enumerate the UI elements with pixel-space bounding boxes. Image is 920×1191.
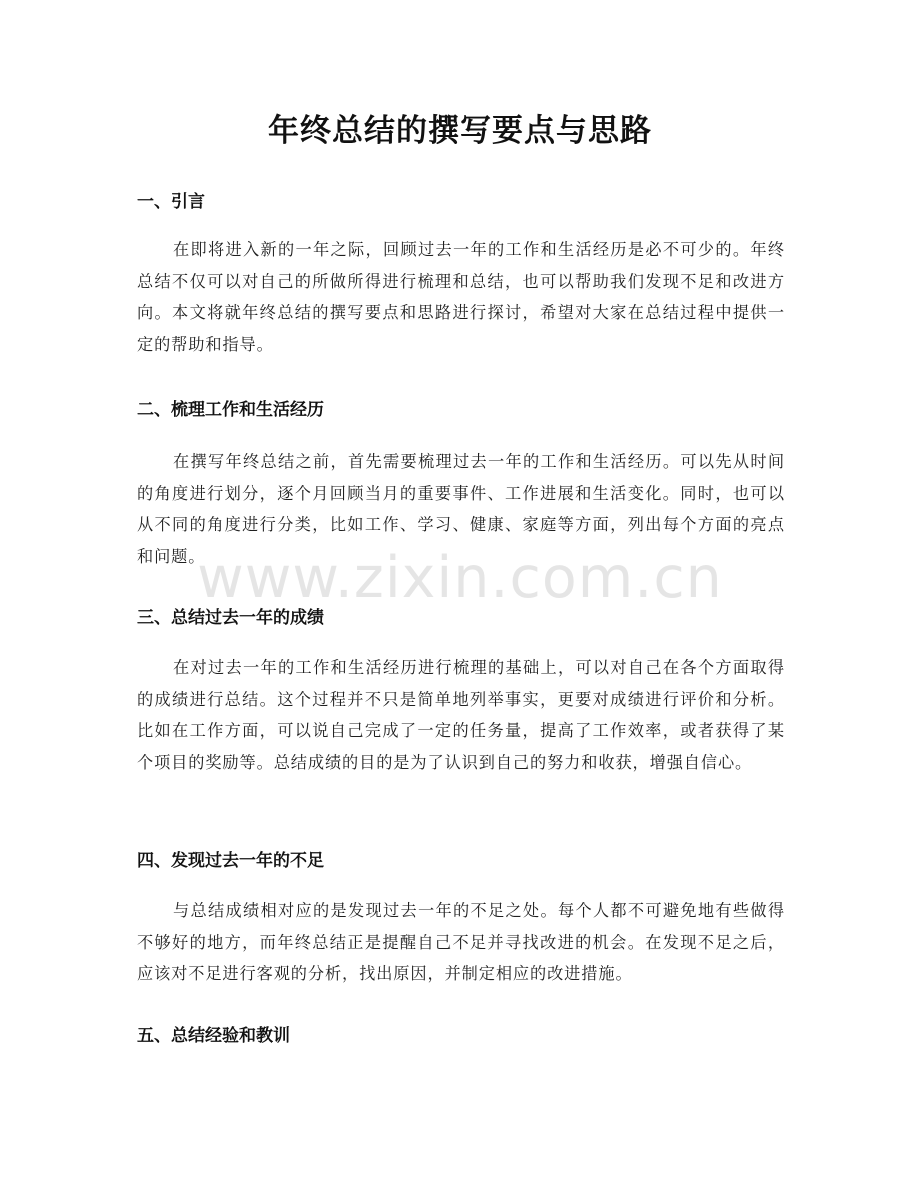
section-heading-shortcomings: 四、发现过去一年的不足 — [137, 851, 324, 871]
watermark: www.zixin.com.cn — [197, 545, 723, 611]
section-paragraph-achievements: 在对过去一年的工作和生活经历进行梳理的基础上，可以对自己在各个方面取得的成绩进行总结。这个过程并不只是简单地列举事实，更要对成绩进行评价和分析。比如在工作方面，可以说自己完成了一定的任务量，提高了工作效率，或者获得了某个项目的奖励等。总结成绩的目的是为了认识到自己的努力和收获，增强自信心。 — [137, 658, 785, 772]
section-heading-introduction: 一、引言 — [137, 192, 205, 212]
document-title: 年终总结的撰写要点与思路 — [268, 113, 652, 149]
section-heading-review-experience: 二、梳理工作和生活经历 — [137, 400, 324, 420]
section-paragraph-shortcomings: 与总结成绩相对应的是发现过去一年的不足之处。每个人都不可避免地有些做得不够好的地方，而年终总结正是提醒自己不足并寻找改进的机会。在发现不足之后，应该对不足进行客观的分析，找出原因，并制定相应的改进措施。 — [137, 901, 785, 983]
section-heading-lessons: 五、总结经验和教训 — [137, 1026, 290, 1046]
section-paragraph-review-experience: 在撰写年终总结之前，首先需要梳理过去一年的工作和生活经历。可以先从时间的角度进行划分，逐个月回顾当月的重要事件、工作进展和生活变化。同时，也可以从不同的角度进行分类，比如工作、学习、健康、家庭等方面，列出每个方面的亮点和问题。 — [137, 452, 785, 566]
section-heading-achievements: 三、总结过去一年的成绩 — [137, 608, 324, 628]
section-paragraph-introduction: 在即将进入新的一年之际，回顾过去一年的工作和生活经历是必不可少的。年终总结不仅可以对自己的所做所得进行梳理和总结，也可以帮助我们发现不足和改进方向。本文将就年终总结的撰写要点和思路进行探讨，希望对大家在总结过程中提供一定的帮助和指导。 — [137, 240, 785, 354]
